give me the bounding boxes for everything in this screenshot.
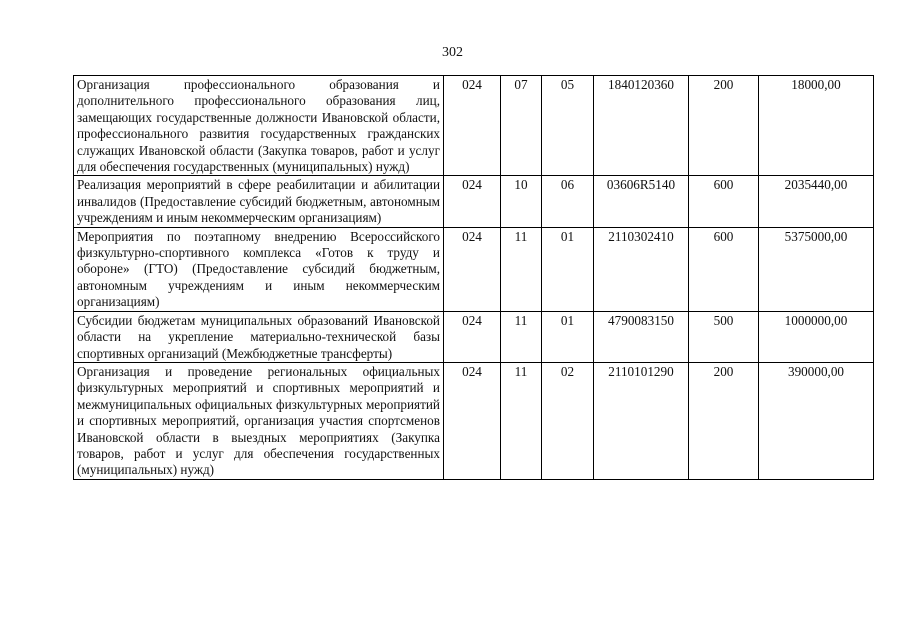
subsection-code: 01 bbox=[542, 227, 594, 311]
expense-type-code: 200 bbox=[689, 362, 759, 479]
amount: 18000,00 bbox=[759, 76, 874, 176]
target-article-code: 03606R5140 bbox=[594, 176, 689, 227]
section-code: 11 bbox=[501, 311, 542, 362]
section-code: 11 bbox=[501, 227, 542, 311]
subsection-code: 02 bbox=[542, 362, 594, 479]
ministry-code: 024 bbox=[444, 362, 501, 479]
subsection-code: 06 bbox=[542, 176, 594, 227]
row-description: Субсидии бюджетам муниципальных образований Ивановской области на укрепление материально-технической базы спортивных организаций (Межбюджетные трансферты) bbox=[74, 311, 444, 362]
target-article-code: 2110302410 bbox=[594, 227, 689, 311]
target-article-code: 1840120360 bbox=[594, 76, 689, 176]
target-article-code: 4790083150 bbox=[594, 311, 689, 362]
target-article-code: 2110101290 bbox=[594, 362, 689, 479]
amount: 1000000,00 bbox=[759, 311, 874, 362]
page-number: 302 bbox=[442, 45, 463, 60]
subsection-code: 05 bbox=[542, 76, 594, 176]
amount: 2035440,00 bbox=[759, 176, 874, 227]
table-row bbox=[74, 176, 874, 227]
table-row bbox=[74, 311, 874, 362]
section-code: 11 bbox=[501, 362, 542, 479]
ministry-code: 024 bbox=[444, 227, 501, 311]
row-description: Организация профессионального образования и дополнительного профессионального образования лиц, замещающих государственные должности Ивановской области, профессионального развития государственных гражданских служащих Ивановской области (Закупка товаров, работ и услуг для обеспечения государственных (муниципальных) нужд) bbox=[74, 76, 444, 176]
subsection-code: 01 bbox=[542, 311, 594, 362]
amount: 390000,00 bbox=[759, 362, 874, 479]
ministry-code: 024 bbox=[444, 76, 501, 176]
section-code: 10 bbox=[501, 176, 542, 227]
ministry-code: 024 bbox=[444, 311, 501, 362]
expense-type-code: 500 bbox=[689, 311, 759, 362]
row-description: Реализация мероприятий в сфере реабилитации и абилитации инвалидов (Предоставление субсидий бюджетным, автономным учреждениям и иным некоммерческим организациям) bbox=[74, 176, 444, 227]
expense-type-code: 600 bbox=[689, 176, 759, 227]
row-description: Организация и проведение региональных официальных физкультурных мероприятий и спортивных мероприятий и межмуниципальных официальных физкультурных мероприятий и спортивных мероприятий, организация участия спортсменов Ивановской области в выездных мероприятиях (Закупка товаров, работ и услуг для обеспечения государственных (муниципальных) нужд) bbox=[74, 362, 444, 479]
row-description: Мероприятия по поэтапному внедрению Всероссийского физкультурно-спортивного комплекса «Готов к труду и обороне» (ГТО) (Предоставление субсидий бюджетным, автономным учреждениям и иным некоммерческим организациям) bbox=[74, 227, 444, 311]
table-row bbox=[74, 76, 874, 176]
expense-type-code: 200 bbox=[689, 76, 759, 176]
table-row bbox=[74, 227, 874, 311]
expense-type-code: 600 bbox=[689, 227, 759, 311]
ministry-code: 024 bbox=[444, 176, 501, 227]
section-code: 07 bbox=[501, 76, 542, 176]
budget-table bbox=[73, 75, 874, 480]
table-row bbox=[74, 362, 874, 479]
amount: 5375000,00 bbox=[759, 227, 874, 311]
